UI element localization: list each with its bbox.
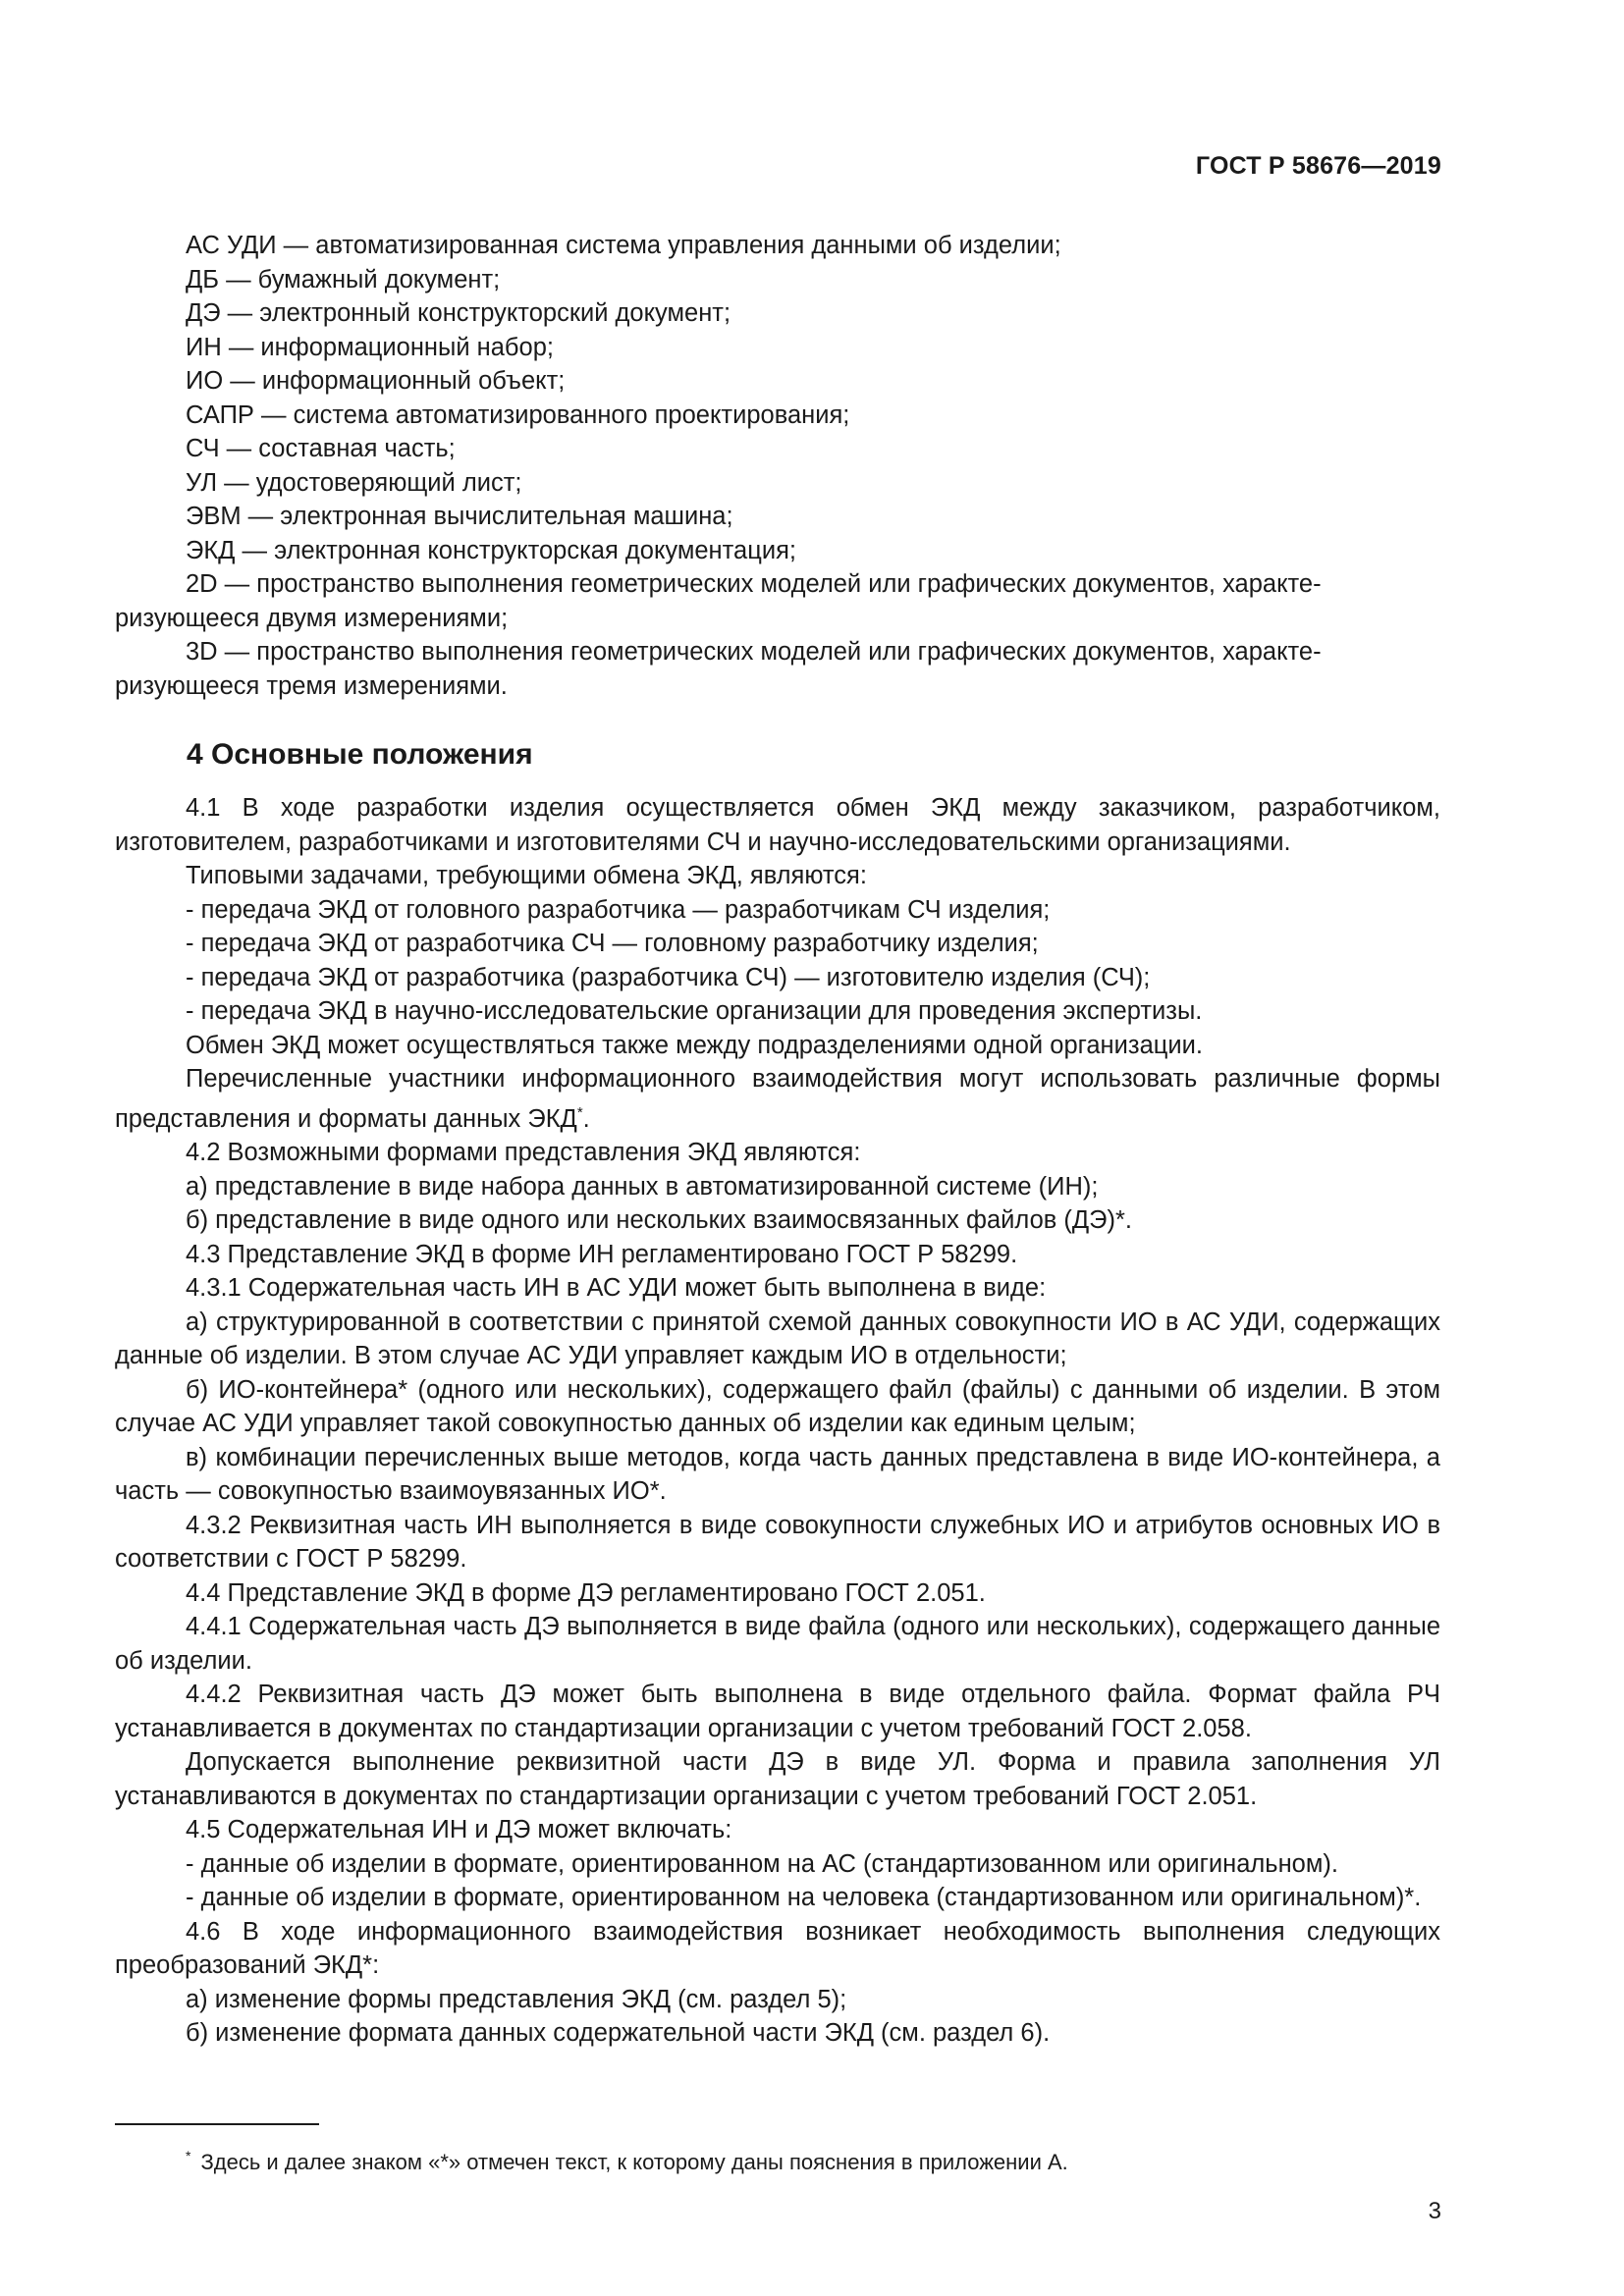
abbreviation-item-3d: [115, 635, 1440, 703]
abbreviation-line: 2D — пространство выполнения геометрических моделей или графических документов, характе-: [186, 570, 1322, 598]
footnote-mark: *: [576, 1103, 583, 1121]
abbreviation-item: ИО — информационный объект;: [186, 367, 566, 395]
list-item: - передача ЭКД от разработчика СЧ — головному разработчику изделия;: [186, 930, 1039, 957]
list-item: - передача ЭКД от головного разработчика — разработчикам СЧ изделия;: [186, 895, 1051, 924]
footnote-mark: *: [186, 2148, 191, 2163]
paragraph-4-2: 4.2 Возможными формами представления ЭКД являются:: [186, 1139, 861, 1166]
paragraph-4-3-1: 4.3.1 Содержательная часть ИН в АС УДИ может быть выполнена в виде:: [186, 1274, 1047, 1302]
paragraph-4-3: 4.3 Представление ЭКД в форме ИН регламентировано ГОСТ Р 58299.: [186, 1240, 1018, 1268]
page-number: 3: [1428, 2198, 1441, 2224]
list-item: а) изменение формы представления ЭКД (см. раздел 5);: [186, 1985, 847, 2013]
section-heading: 4 Основные положения: [187, 738, 533, 771]
paragraph-4-6: 4.6 В ходе информационного взаимодействия возникает необходимость выполнения следующих преобразований ЭКД*:: [115, 1917, 1440, 1979]
abbreviation-item: АС УДИ — автоматизированная система управления данными об изделии;: [186, 232, 1061, 259]
abbreviation-line: 3D — пространство выполнения геометрических моделей или графических документов, характе-: [186, 638, 1322, 666]
document-id-header: ГОСТ Р 58676—2019: [1195, 152, 1441, 180]
abbreviations-list: [115, 229, 1440, 703]
list-item: - передача ЭКД от разработчика (разработчика СЧ) — изготовителю изделия (СЧ);: [186, 963, 1151, 991]
list-item: - передача ЭКД в научно-исследовательские организации для проведения экспертизы.: [186, 997, 1203, 1025]
abbreviation-item: СЧ — составная часть;: [186, 435, 456, 462]
document-body: [115, 229, 1440, 2051]
paragraph-4-4-2: 4.4.2 Реквизитная часть ДЭ может быть выполнена в виде отдельного файла. Формат файла РЧ устанавливается в документах по стандартизации организации с учетом требований ГОСТ 2.058.: [115, 1681, 1440, 1742]
abbreviation-item: ДБ — бумажный документ;: [186, 265, 501, 294]
abbreviation-item: ЭВМ — электронная вычислительная машина;: [186, 503, 733, 530]
abbreviation-item: ЭКД — электронная конструкторская документация;: [186, 536, 796, 564]
list-item: а) представление в виде набора данных в автоматизированной системе (ИН);: [186, 1172, 1099, 1201]
list-item: б) изменение формата данных содержательной части ЭКД (см. раздел 6).: [186, 2019, 1051, 2047]
abbreviation-item: УЛ — удостоверяющий лист;: [186, 468, 522, 497]
list-item: - данные об изделии в формате, ориентированном на человека (стандартизованном или оригинальном)*.: [186, 1884, 1422, 1911]
abbreviation-line: ризующееся двумя измерениями;: [115, 604, 509, 632]
paragraph-4-4: 4.4 Представление ЭКД в форме ДЭ регламентировано ГОСТ 2.051.: [186, 1578, 986, 1607]
paragraph-4-4-1: 4.4.1 Содержательная часть ДЭ выполняется в виде файла (одного или нескольких), содержащего данные об изделии.: [115, 1613, 1440, 1675]
list-item: б) ИО-контейнера* (одного или нескольких), содержащего файл (файлы) с данными об изделии. В этом случае АС УДИ управляет такой совокупностью данных об изделии как единым целым;: [115, 1375, 1440, 1437]
paragraph-4-3-2: 4.3.2 Реквизитная часть ИН выполняется в виде совокупности служебных ИО и атрибутов основных ИО в соответствии с ГОСТ Р 58299.: [115, 1511, 1440, 1573]
paragraph-4-4-2-ul: Допускается выполнение реквизитной части ДЭ в виде УЛ. Форма и правила заполнения УЛ устанавливаются в документах по стандартизации организации с учетом требований ГОСТ 2.051.: [115, 1748, 1440, 1810]
list-item: - данные об изделии в формате, ориентированном на АС (стандартизованном или оригинальном).: [186, 1849, 1338, 1878]
paragraph-4-5: 4.5 Содержательная ИН и ДЭ может включать:: [186, 1816, 732, 1843]
list-item: б) представление в виде одного или нескольких взаимосвязанных файлов (ДЭ)*.: [186, 1206, 1132, 1234]
list-item: в) комбинации перечисленных выше методов, когда часть данных представлена в виде ИО-контейнера, а часть — совокупностью взаимоувязанных ИО*.: [115, 1443, 1440, 1505]
abbreviation-item: САПР — система автоматизированного проектирования;: [186, 400, 850, 429]
footnote-text: Здесь и далее знаком «*» отмечен текст, к которому даны пояснения в приложении А.: [200, 2150, 1068, 2174]
paragraph-exchange: Обмен ЭКД может осуществляться также между подразделениями одной организации.: [186, 1031, 1203, 1059]
abbreviation-line: ризующееся тремя измерениями.: [115, 671, 508, 700]
list-item: а) структурированной в соответствии с принятой схемой данных совокупности ИО в АС УДИ, содержащих данные об изделии. В этом случае АС УДИ управляет каждым ИО в отдельности;: [115, 1308, 1440, 1369]
paragraph-participants: [115, 1062, 1440, 1136]
abbreviation-item: ДЭ — электронный конструкторский документ;: [186, 299, 731, 327]
abbreviation-item: ИН — информационный набор;: [186, 333, 554, 361]
paragraph-text: Перечисленные участники информационного взаимодействия могут использовать различные формы представления и форматы данных ЭКД: [115, 1065, 1440, 1133]
paragraph-text-end: .: [582, 1104, 590, 1133]
paragraph-tasks-intro: Типовыми задачами, требующими обмена ЭКД, являются:: [186, 862, 867, 889]
paragraph-4-1: 4.1 В ходе разработки изделия осуществляется обмен ЭКД между заказчиком, разработчиком, изготовителем, разработчиками и изготовителями СЧ и научно-исследовательскими организациями.: [115, 794, 1440, 856]
abbreviation-item-2d: [115, 567, 1440, 635]
footnote: [186, 2142, 1068, 2176]
footnote-divider: [115, 2123, 319, 2125]
